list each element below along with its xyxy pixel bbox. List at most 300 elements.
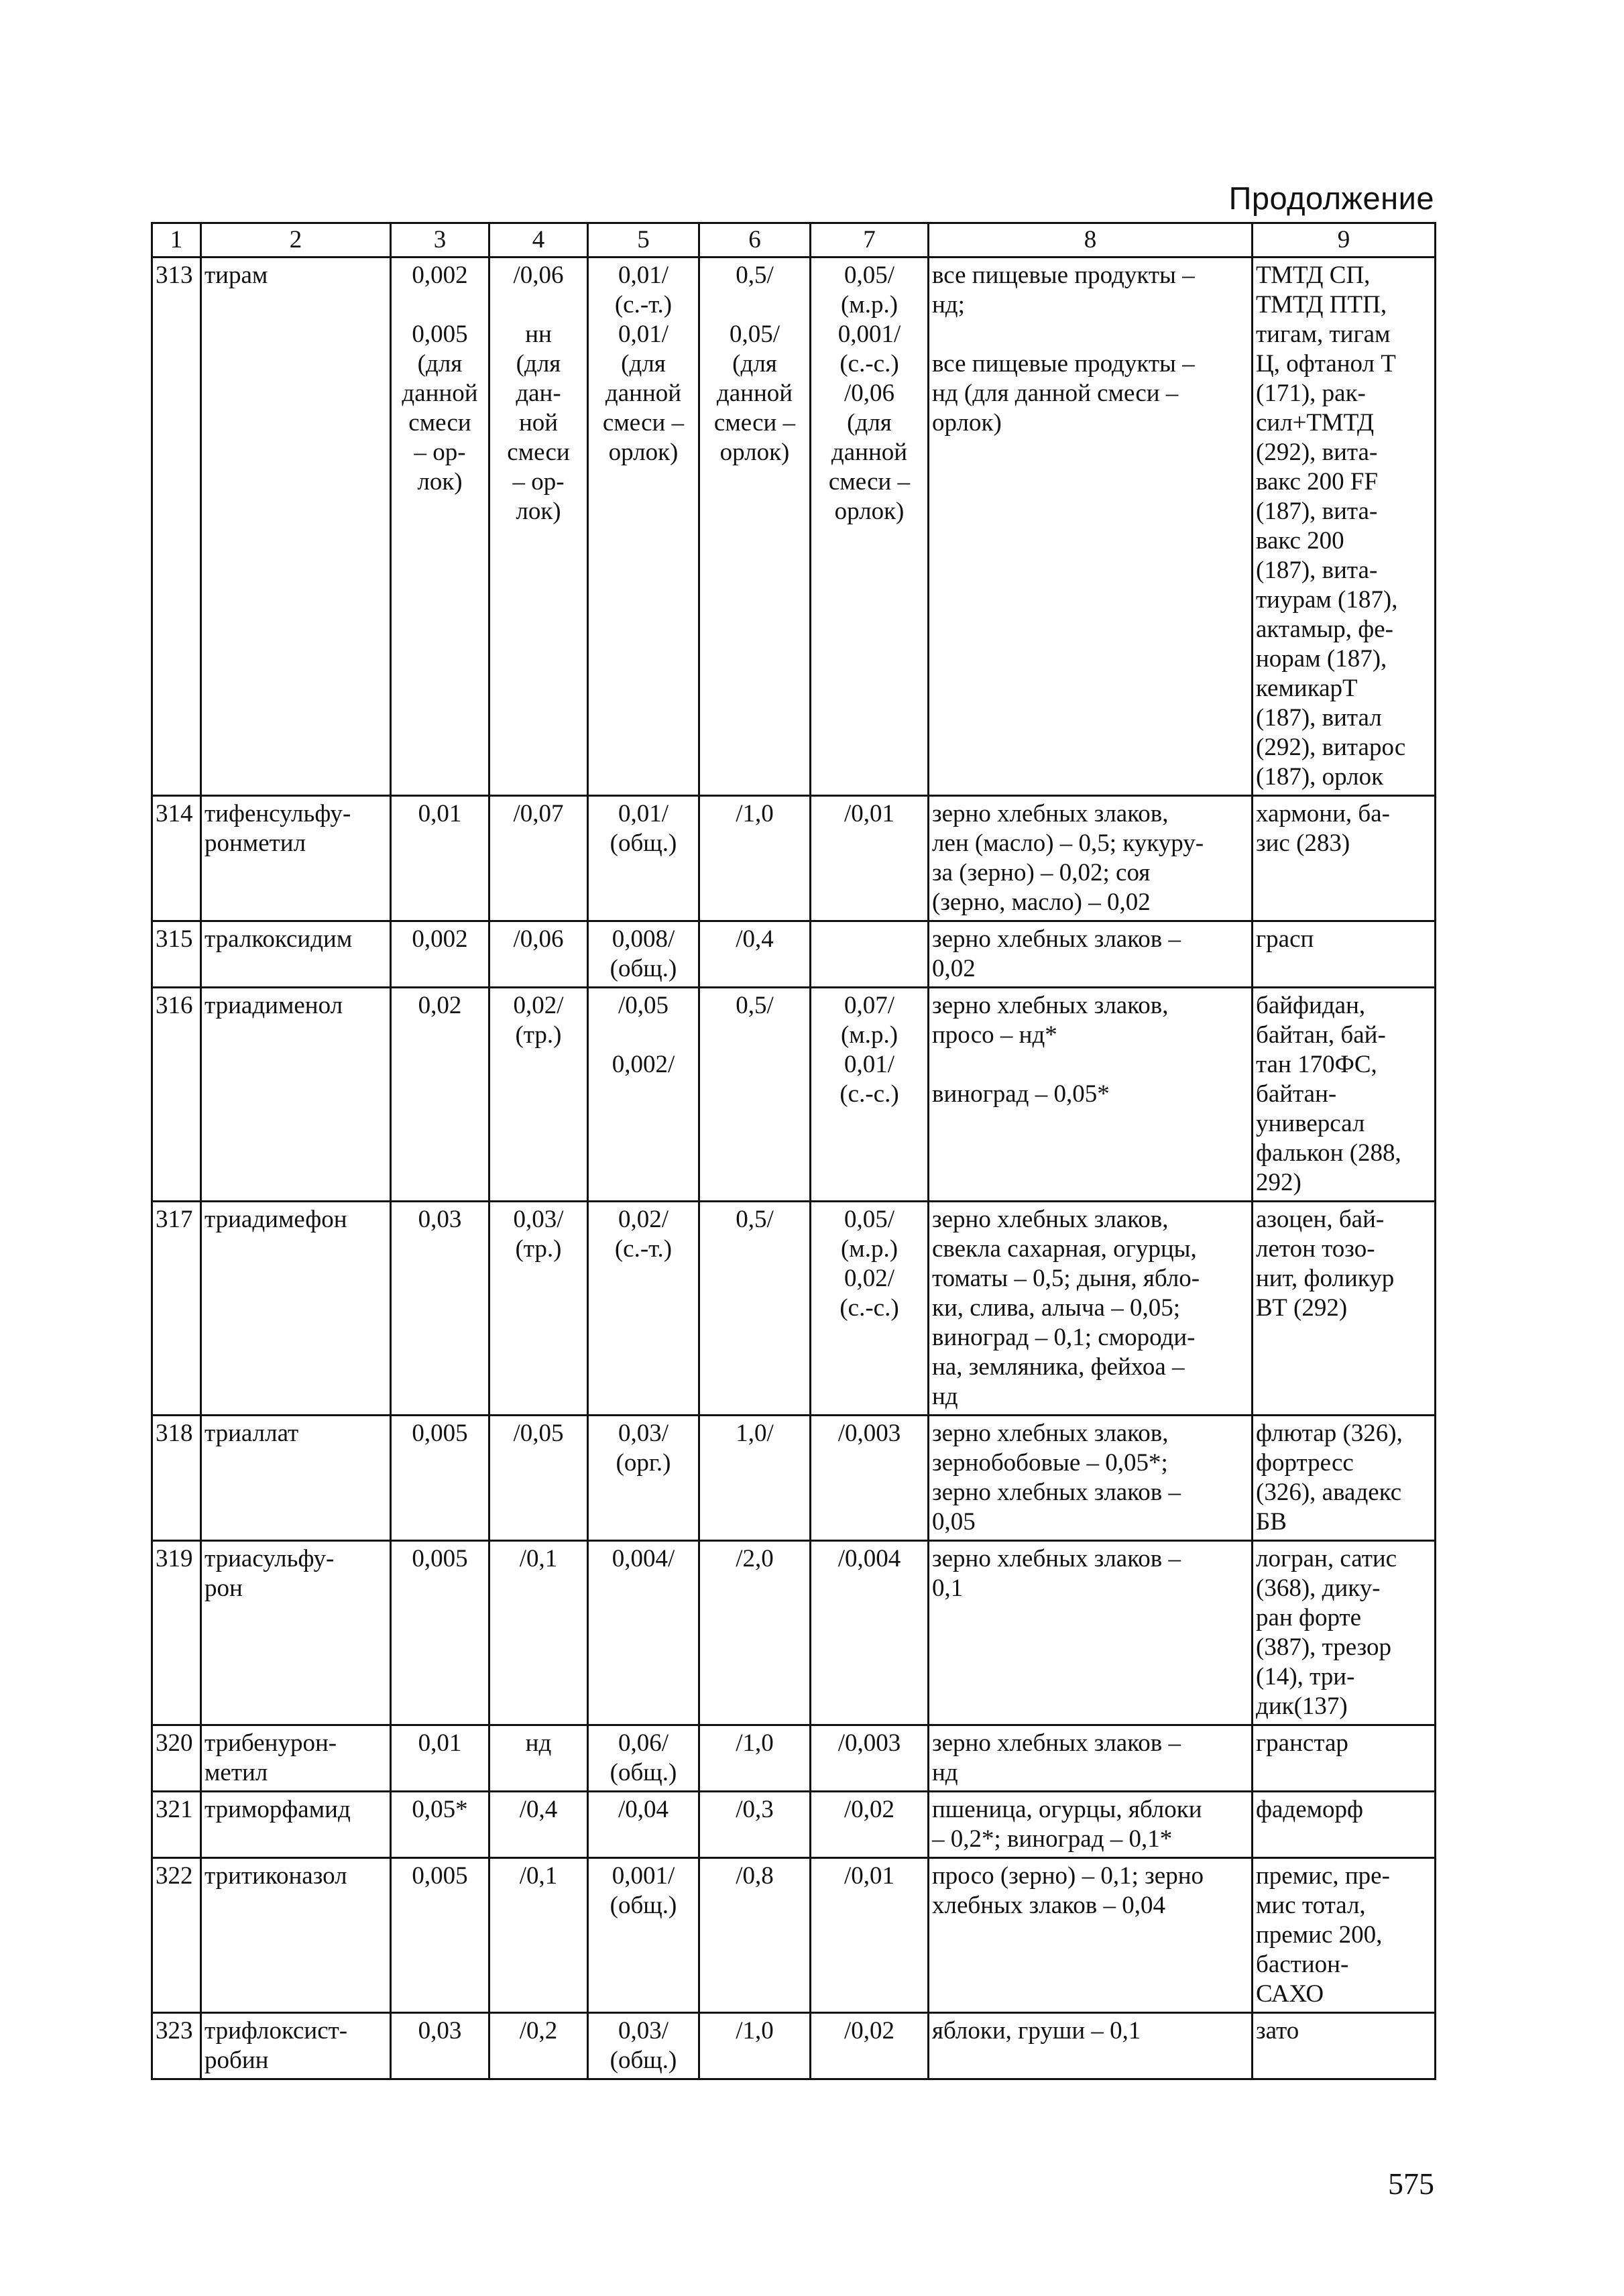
value-cell-col7 [811,1541,929,1725]
table-row [152,1725,1436,1792]
preparations-cell [1253,1725,1436,1792]
cell-line: яблоки, груши – 0,1 [932,2017,1141,2045]
value-cell-col3 [391,988,489,1202]
cell-line: /0,4 [736,925,774,953]
cell-line: 0,03/ [618,2017,669,2045]
cell-line: универсал [1256,1110,1365,1137]
cell-line: (187), вита- [1256,557,1378,584]
row-number-cell: 316 [152,988,201,1202]
column-header: 1 [152,223,201,257]
row-number-cell: 323 [152,2013,201,2079]
cell-line: нн [525,321,552,348]
value-cell-col4 [489,988,588,1202]
value-cell-col3 [391,1858,489,2013]
value-cell-col5 [588,2013,699,2079]
cell-line: /0,003 [837,1420,901,1447]
cell-line: (с.-т.) [614,291,673,319]
cell-line: 0,03/ [618,1420,669,1447]
cell-line: трифлоксист- [205,2017,348,2045]
value-cell-col4 [489,1416,588,1541]
cell-line: /0,1 [519,1545,558,1572]
cell-line: дик(137) [1256,1692,1348,1720]
cell-line: ТМТД ПТП, [1256,291,1387,319]
column-header: 9 [1253,223,1436,257]
cell-line: 0,06/ [618,1729,669,1757]
cell-line: САХО [1256,1980,1324,2008]
cell-line: (зерно, масло) – 0,02 [932,888,1151,916]
cell-line: нд [932,1383,958,1410]
cell-line: тигам, тигам [1256,321,1391,348]
cell-line: 0,05/ [729,321,780,348]
cell-line: (171), рак- [1256,380,1366,407]
cell-line: (для [516,350,561,378]
cell-line: байтан- [1256,1080,1337,1108]
cell-line: (тр.) [515,1235,562,1263]
cell-line: тан 170ФС, [1256,1051,1377,1078]
value-cell-col6 [699,988,811,1202]
cell-line: /0,06 [844,380,895,407]
cell-line: (292), витарос [1256,734,1406,761]
value-cell-col3 [391,1416,489,1541]
cell-line: орлок) [719,439,790,466]
page-number: 575 [1388,2167,1434,2201]
cell-line: /0,003 [837,1729,901,1757]
substance-name-cell: тирам [201,257,391,796]
cell-line: триаллат [205,1420,299,1447]
cell-line: фалькон (288, [1256,1139,1401,1167]
cell-line: /0,05 [513,1420,564,1447]
row-number-cell: 321 [152,1792,201,1858]
column-number-row [152,223,1436,257]
value-cell-col5 [588,257,699,796]
preparations-cell [1253,988,1436,1202]
value-cell-col7 [811,257,929,796]
cell-line: томаты – 0,5; дыня, ябло- [932,1265,1200,1292]
cell-line: рон [205,1574,243,1602]
row-number-cell: 319 [152,1541,201,1725]
value-cell-col3 [391,2013,489,2079]
cell-line: 0,02 [932,955,976,982]
cell-line: фортресс [1256,1449,1354,1477]
cell-line: (387), трезор [1256,1633,1392,1661]
cell-line: 0,01 [418,800,462,827]
value-cell-col4 [489,1541,588,1725]
column-header: 4 [489,223,588,257]
cell-line: трибенурон- [205,1729,337,1757]
cell-line [932,1050,1249,1080]
cell-line: 0,02 [418,992,462,1019]
cell-line: 0,002 [412,262,468,289]
value-cell-col4 [489,1858,588,2013]
cell-line: БВ [1256,1508,1287,1536]
cell-line: (187), вита- [1256,498,1378,525]
cell-line: дан- [516,380,561,407]
cell-line: (орг.) [616,1449,671,1477]
cell-line: зерно хлебных злаков – [932,1545,1181,1572]
column-header: 6 [699,223,811,257]
row-number-cell: 314 [152,796,201,921]
table-row [152,1416,1436,1541]
substance-name-cell [201,921,391,988]
cell-line: (187), орлок [1256,763,1384,791]
substance-name-cell [201,1858,391,2013]
cell-line: сил+ТМТД [1256,409,1375,437]
cell-line [932,320,1249,349]
cell-line: (187), витал [1256,704,1382,732]
cell-line: ТМТД СП, [1256,262,1371,289]
row-number-cell: 318 [152,1416,201,1541]
cell-line: 0,03 [418,1206,462,1233]
cell-line: орлок) [932,409,1002,437]
value-cell-col5 [588,1792,699,1858]
value-cell-col3 [391,921,489,988]
cell-line: премис, пре- [1256,1862,1390,1890]
cell-line: гранстар [1256,1729,1348,1757]
value-cell-col5 [588,1202,699,1416]
value-cell-col3 [391,796,489,921]
value-cell-col5 [588,1725,699,1792]
value-cell-col7 [811,1725,929,1792]
cell-line: /0,4 [519,1796,558,1823]
preparations-cell [1253,257,1436,796]
cell-line: зерно хлебных злаков – [932,925,1181,953]
cell-line: 0,5/ [736,992,774,1019]
cell-line: 0,005 [412,1862,468,1890]
cell-line: (292), вита- [1256,439,1378,466]
cell-line: зерно хлебных злаков – [932,1479,1181,1506]
cell-line: данной [605,380,682,407]
products-cell [929,1416,1253,1541]
value-cell-col7 [811,1792,929,1858]
products-cell [929,1792,1253,1858]
cell-line: зис (283) [1256,829,1350,857]
cell-line: (тр.) [515,1021,562,1049]
cell-line: фадеморф [1256,1796,1364,1823]
cell-line: триадименол [205,992,343,1019]
column-header: 7 [811,223,929,257]
cell-line: /0,04 [618,1796,669,1823]
column-header: 3 [391,223,489,257]
substance-name-cell [201,796,391,921]
cell-line: зерно хлебных злаков, [932,800,1169,827]
cell-line: лок) [417,468,463,496]
cell-line: (368), дику- [1256,1574,1381,1602]
cell-line [394,290,485,320]
cell-line: смеси – [828,468,911,496]
cell-line: 0,5/ [736,262,774,289]
cell-line: нд [932,1759,958,1786]
cell-line: (для [621,350,666,378]
cell-line: 0,01/ [844,1051,895,1078]
cell-line: летон тозо- [1256,1235,1375,1263]
cell-line: нд; [932,291,965,319]
row-number-cell: 322 [152,1858,201,2013]
substance-name-cell [201,988,391,1202]
preparations-cell [1253,1202,1436,1416]
cell-line: вакс 200 [1256,527,1344,555]
value-cell-col6 [699,2013,811,2079]
cell-line: (для [417,350,463,378]
value-cell-col5 [588,1416,699,1541]
continuation-label: Продолжение [1228,180,1434,216]
cell-line: /0,07 [513,800,564,827]
cell-line: байтан, бай- [1256,1021,1386,1049]
pesticide-table [151,222,1436,2080]
value-cell-col5 [588,1858,699,2013]
cell-line: /0,02 [844,1796,895,1823]
preparations-cell [1253,1416,1436,1541]
products-cell [929,796,1253,921]
cell-line: все пищевые продукты – [932,262,1195,289]
cell-line: триасульфу- [205,1545,335,1572]
cell-line: 0,005 [412,1420,468,1447]
cell-line: нд (для данной смеси – [932,380,1179,407]
value-cell-col6 [699,1416,811,1541]
value-cell-col6 [699,1725,811,1792]
cell-line: (общ.) [610,2047,677,2074]
table-row [152,1792,1436,1858]
row-number-cell: 313 [152,257,201,796]
cell-line: тиурам (187), [1256,586,1398,614]
cell-line: (с.-с.) [839,1294,899,1322]
cell-line: (с.-с.) [839,350,899,378]
value-cell-col6 [699,1858,811,2013]
cell-line: просо (зерно) – 0,1; зерно [932,1862,1204,1890]
cell-line: 0,002/ [612,1051,675,1078]
cell-line: (общ.) [610,955,677,982]
value-cell-col7 [811,796,929,921]
cell-line [591,1021,695,1050]
cell-line: триморфамид [205,1796,351,1823]
cell-line: грасп [1256,925,1314,953]
preparations-cell [1253,2013,1436,2079]
cell-line: /0,1 [519,1862,558,1890]
cell-line: ной [518,409,559,437]
cell-line: метил [205,1759,268,1786]
preparations-cell [1253,921,1436,988]
table-row [152,921,1436,988]
cell-line: зернобобовые – 0,05*; [932,1449,1168,1477]
cell-line: смеси – [602,409,685,437]
value-cell-col4 [489,257,588,796]
cell-line: просо – нд* [932,1021,1057,1049]
cell-line [493,290,584,320]
value-cell-col4 [489,1725,588,1792]
cell-line: (для [732,350,777,378]
value-cell-col7 [811,1416,929,1541]
row-number-cell: 317 [152,1202,201,1416]
products-cell [929,2013,1253,2079]
products-cell [929,1858,1253,2013]
value-cell-col5 [588,921,699,988]
preparations-cell [1253,796,1436,921]
cell-line: (м.р.) [840,291,898,319]
cell-line: (общ.) [610,829,677,857]
cell-line: 0,002 [412,925,468,953]
cell-line: все пищевые продукты – [932,350,1195,378]
cell-line: /0,3 [736,1796,774,1823]
cell-line: Ц, офтанол Т [1256,350,1396,378]
substance-name-cell [201,2013,391,2079]
value-cell-col7 [811,921,929,988]
cell-line: зато [1256,2017,1299,2045]
cell-line: /0,06 [513,925,564,953]
value-cell-col6 [699,1792,811,1858]
cell-line: 0,07/ [844,992,895,1019]
cell-line: 0,05/ [844,1206,895,1233]
cell-line: робин [205,2047,269,2074]
cell-line: 0,05 [932,1508,976,1536]
cell-line: ки, слива, алыча – 0,05; [932,1294,1180,1322]
cell-line: смеси [507,439,570,466]
cell-line: зерно хлебных злаков, [932,1206,1169,1233]
value-cell-col6 [699,796,811,921]
column-header: 5 [588,223,699,257]
cell-line: 0,001/ [837,321,901,348]
cell-line: 0,01 [418,1729,462,1757]
cell-line: 0,005 [412,1545,468,1572]
row-number-cell: 315 [152,921,201,988]
cell-line: актамыр, фе- [1256,616,1393,643]
cell-line: 292) [1256,1169,1301,1196]
value-cell-col6 [699,257,811,796]
cell-line: 0,01/ [618,262,669,289]
preparations-cell [1253,1858,1436,2013]
cell-line: 0,01/ [618,321,669,348]
products-cell [929,257,1253,796]
value-cell-col3 [391,1725,489,1792]
cell-line: тифенсульфу- [205,800,351,827]
cell-line: 0,005 [412,321,468,348]
cell-line: азоцен, бай- [1256,1206,1385,1233]
table-row [152,988,1436,1202]
cell-line: данной [831,439,908,466]
cell-line: виноград – 0,05* [932,1080,1110,1108]
cell-line: 0,1 [932,1574,964,1602]
value-cell-col5 [588,796,699,921]
substance-name-cell [201,1541,391,1725]
table-row [152,1202,1436,1416]
cell-line: (с.-т.) [614,1235,673,1263]
cell-line: данной [716,380,793,407]
cell-line: ран форте [1256,1604,1362,1631]
value-cell-col4 [489,2013,588,2079]
cell-line [703,290,807,320]
cell-line: – 0,2*; виноград – 0,1* [932,1825,1173,1853]
cell-line: /0,2 [519,2017,558,2045]
cell-line: тралкоксидим [205,925,353,953]
cell-line: зерно хлебных злаков, [932,1420,1169,1447]
cell-line: 0,02/ [618,1206,669,1233]
table-row [152,1541,1436,1725]
cell-line: логран, сатис [1256,1545,1397,1572]
value-cell-col4 [489,921,588,988]
table-row [152,257,1436,796]
cell-line: свекла сахарная, огурцы, [932,1235,1197,1263]
cell-line: /0,01 [844,800,895,827]
cell-line: хармони, ба- [1256,800,1390,827]
cell-line: байфидан, [1256,992,1366,1019]
preparations-cell [1253,1792,1436,1858]
cell-line: 0,001/ [612,1862,675,1890]
value-cell-col6 [699,921,811,988]
substance-name-cell [201,1725,391,1792]
value-cell-col6 [699,1202,811,1416]
value-cell-col4 [489,1792,588,1858]
row-number-cell: 320 [152,1725,201,1792]
cell-line: 0,03/ [513,1206,564,1233]
cell-line: данной [402,380,478,407]
products-cell [929,1541,1253,1725]
value-cell-col7 [811,1858,929,2013]
cell-line: вакс 200 FF [1256,468,1379,496]
cell-line: (м.р.) [840,1235,898,1263]
cell-line: /1,0 [736,1729,774,1757]
value-cell-col3 [391,1541,489,1725]
value-cell-col5 [588,1541,699,1725]
cell-line: 0,01/ [618,800,669,827]
cell-line: /0,02 [844,2017,895,2045]
products-cell [929,988,1253,1202]
cell-line: (с.-с.) [839,1080,899,1108]
cell-line: 1,0/ [736,1420,774,1447]
cell-line: /0,01 [844,1862,895,1890]
cell-line: /0,004 [837,1545,901,1572]
cell-line: (для [847,409,892,437]
value-cell-col3 [391,1202,489,1416]
value-cell-col5 [588,988,699,1202]
substance-name-cell [201,1792,391,1858]
value-cell-col7 [811,2013,929,2079]
cell-line: норам (187), [1256,645,1387,673]
cell-line: /1,0 [736,2017,774,2045]
value-cell-col4 [489,796,588,921]
products-cell [929,921,1253,988]
cell-line: орлок) [834,498,905,525]
cell-line: премис 200, [1256,1921,1383,1949]
cell-line: ронметил [205,829,306,857]
cell-line: /0,05 [618,992,669,1019]
cell-line: триадимефон [205,1206,347,1233]
cell-line: флютар (326), [1256,1420,1403,1447]
value-cell-col3 [391,257,489,796]
cell-line: 0,5/ [736,1206,774,1233]
cell-line: бастион- [1256,1951,1349,1978]
preparations-cell [1253,1541,1436,1725]
substance-name-cell [201,1416,391,1541]
table-row [152,796,1436,921]
cell-line: лен (масло) – 0,5; кукуру- [932,829,1204,857]
value-cell-col6 [699,1541,811,1725]
cell-line: тритиконазол [205,1862,347,1890]
products-cell [929,1725,1253,1792]
cell-line: (14), три- [1256,1663,1355,1690]
cell-line: (общ.) [610,1892,677,1919]
cell-line: орлок) [608,439,679,466]
substance-name-cell [201,1202,391,1416]
cell-line: 0,03 [418,2017,462,2045]
cell-line: 0,004/ [612,1545,675,1572]
cell-line: смеси – [713,409,796,437]
cell-line: /1,0 [736,800,774,827]
cell-line: (326), авадекс [1256,1479,1402,1506]
cell-line: 0,05* [412,1796,468,1823]
cell-line: – ор- [512,468,565,496]
value-cell-col7 [811,988,929,1202]
column-header: 8 [929,223,1253,257]
table-row [152,1858,1436,2013]
column-header: 2 [201,223,391,257]
